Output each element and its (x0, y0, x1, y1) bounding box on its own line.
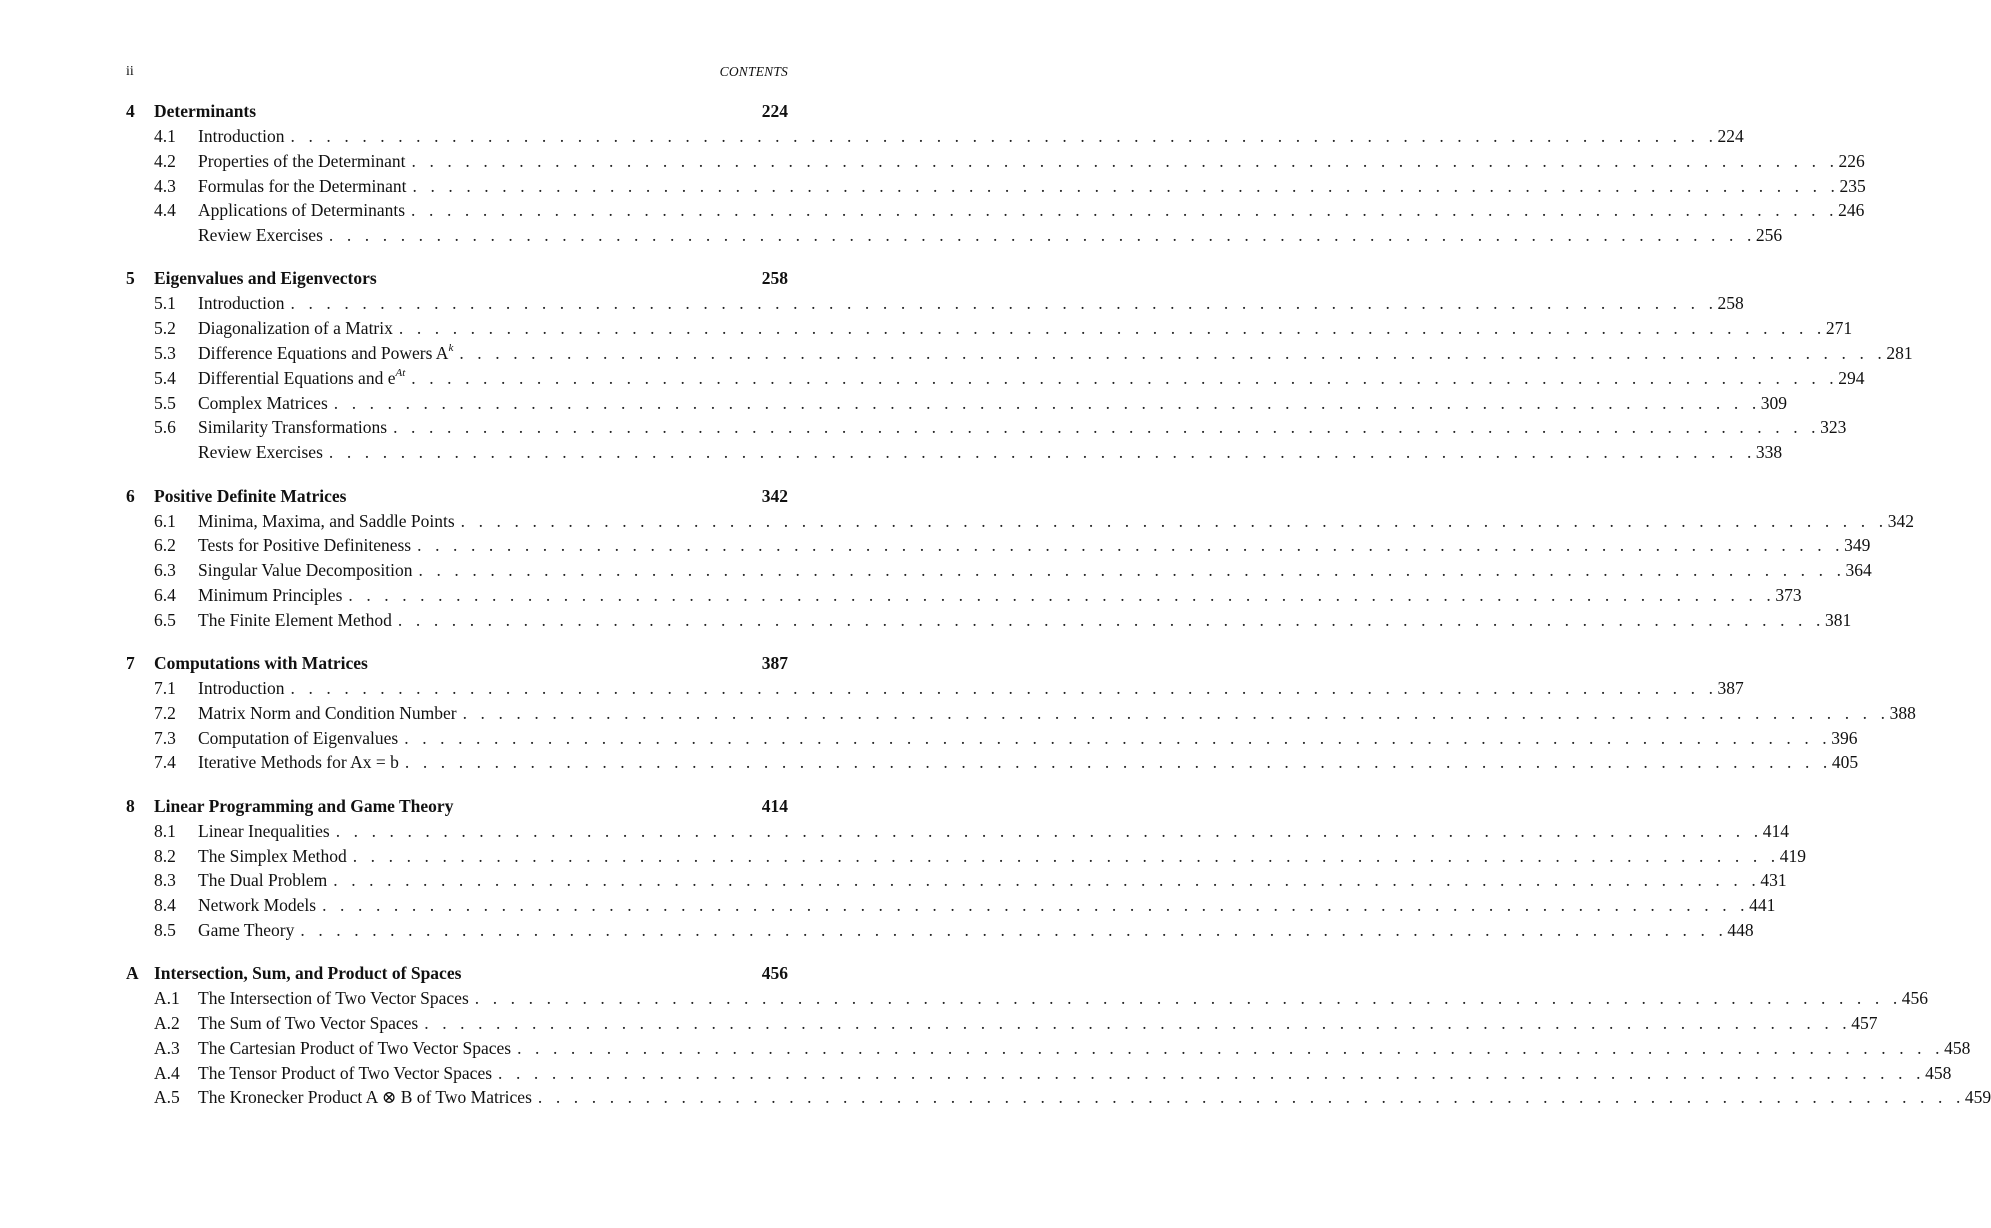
section-title-text: Matrix Norm and Condition Number (198, 702, 457, 723)
chapter-number: 7 (126, 653, 135, 674)
dot-leader: . . . . . . . . . . . . . . . . . . . . . . . . . . . . . . . . . . . . . . . . . . . . . . . . . . . . . . . . . . . . . . . . . . . . . . . . . . . . . . . . (411, 200, 1839, 221)
dot-leader: . . . . . . . . . . . . . . . . . . . . . . . . . . . . . . . . . . . . . . . . . . . . . . . . . . . . . . . . . . . . . . . . . . . . . . . . . . . . . . . . (404, 752, 1832, 773)
section-title (198, 533, 417, 558)
section-page: 373 (1775, 584, 1802, 605)
chapter-heading[interactable] (126, 651, 788, 676)
chapter-page: 258 (761, 268, 788, 289)
toc-entry[interactable] (126, 440, 1783, 465)
section-page: 448 (1727, 919, 1754, 940)
toc-entry[interactable] (126, 558, 1872, 583)
section-number: 5.6 (154, 417, 176, 438)
section-title-text: The Dual Problem (198, 870, 328, 891)
section-title (198, 583, 348, 608)
dot-leader: . . . . . . . . . . . . . . . . . . . . . . . . . . . . . . . . . . . . . . . . . . . . . . . . . . . . . . . . . . . . . . . . . . . . . . . . . . . . . . . . (411, 150, 1839, 171)
dot-leader: . . . . . . . . . . . . . . . . . . . . . . . . . . . . . . . . . . . . . . . . . . . . . . . . . . . . . . . . . . . . . . . . . . . . . . . . . . . . . . . . (460, 510, 1888, 531)
dot-leader: . . . . . . . . . . . . . . . . . . . . . . . . . . . . . . . . . . . . . . . . . . . . . . . . . . . . . . . . . . . . . . . . . . . . . . . . . . . . . . . . (335, 820, 1763, 841)
section-title-text: Singular Value Decomposition (198, 560, 413, 581)
dot-leader: . . . . . . . . . . . . . . . . . . . . . . . . . . . . . . . . . . . . . . . . . . . . . . . . . . . . . . . . . . . . . . . . . . . . . . . . . . . . . . . . (424, 1013, 1852, 1034)
running-title: CONTENTS (719, 64, 788, 79)
toc-entry[interactable] (126, 676, 1744, 701)
section-page: 281 (1886, 343, 1913, 364)
chapter-number: A (126, 963, 139, 984)
chapter-number: 5 (126, 268, 135, 289)
toc-entry[interactable] (126, 844, 1807, 869)
chapter-title: Eigenvalues and Eigenvectors (154, 268, 377, 289)
toc-chapter (126, 961, 1991, 1110)
toc-chapter (126, 651, 1916, 775)
section-page: 381 (1824, 609, 1852, 630)
section-number: 5.5 (154, 392, 176, 413)
section-number: 4.3 (154, 175, 176, 196)
chapter-title: Linear Programming and Game Theory (154, 795, 454, 816)
section-title-text: Iterative Methods for Ax = b (198, 752, 399, 773)
section-title (198, 149, 412, 174)
section-number: 8.2 (154, 845, 176, 866)
dot-leader: . . . . . . . . . . . . . . . . . . . . . . . . . . . . . . . . . . . . . . . . . . . . . . . . . . . . . . . . . . . . . . . . . . . . . . . . . . . . . . . . (322, 895, 1750, 916)
section-title-text: Review Exercises (198, 225, 323, 246)
section-number: 6.3 (154, 560, 176, 581)
toc-chapter (126, 794, 1807, 943)
toc-entry[interactable] (126, 1085, 1991, 1110)
toc-chapter (126, 99, 1866, 248)
dot-leader: . . . . . . . . . . . . . . . . . . . . . . . . . . . . . . . . . . . . . . . . . . . . . . . . . . . . . . . . . . . . . . . . . . . . . . . . . . . . . . . . (328, 225, 1756, 246)
dot-leader: . . . . . . . . . . . . . . . . . . . . . . . . . . . . . . . . . . . . . . . . . . . . . . . . . . . . . . . . . . . . . . . . . . . . . . . . . . . . . . . . (474, 988, 1902, 1009)
section-title-text: Introduction (198, 293, 285, 314)
toc-entry[interactable] (126, 986, 1929, 1011)
section-number: 5.3 (154, 343, 176, 364)
section-title (198, 676, 291, 701)
dot-leader: . . . . . . . . . . . . . . . . . . . . . . . . . . . . . . . . . . . . . . . . . . . . . . . . . . . . . . . . . . . . . . . . . . . . . . . . . . . . . . . . (418, 560, 1846, 581)
section-page: 457 (1851, 1013, 1878, 1034)
section-title-text: Linear Inequalities (198, 820, 330, 841)
section-page: 419 (1779, 845, 1807, 866)
section-number: 5.4 (154, 367, 176, 388)
section-title (198, 223, 329, 248)
section-number: 5.2 (154, 318, 176, 339)
section-page: 256 (1755, 225, 1783, 246)
toc-entry[interactable] (126, 819, 1789, 844)
section-title-text: The Simplex Method (198, 845, 347, 866)
section-page: 405 (1831, 752, 1859, 773)
section-title (198, 174, 413, 199)
section-page: 414 (1762, 820, 1789, 841)
section-title-text: Complex Matrices (198, 392, 328, 413)
section-title (198, 1085, 538, 1110)
dot-leader: . . . . . . . . . . . . . . . . . . . . . . . . . . . . . . . . . . . . . . . . . . . . . . . . . . . . . . . . . . . . . . . . . . . . . . . . . . . . . . . . (537, 1087, 1965, 1108)
section-page: 235 (1839, 175, 1866, 196)
section-page: 323 (1820, 417, 1847, 438)
section-page: 258 (1717, 293, 1744, 314)
chapter-heading[interactable] (126, 961, 788, 986)
section-page: 458 (1944, 1037, 1971, 1058)
section-page: 294 (1838, 367, 1865, 388)
dot-leader: . . . . . . . . . . . . . . . . . . . . . . . . . . . . . . . . . . . . . . . . . . . . . . . . . . . . . . . . . . . . . . . . . . . . . . . . . . . . . . . . (333, 870, 1761, 891)
page-number: ii (126, 64, 134, 79)
section-title-text: The Finite Element Method (198, 609, 392, 630)
dot-leader: . . . . . . . . . . . . . . . . . . . . . . . . . . . . . . . . . . . . . . . . . . . . . . . . . . . . . . . . . . . . . . . . . . . . . . . . . . . . . . . . (348, 584, 1776, 605)
toc-entry[interactable] (126, 1061, 1952, 1086)
section-number: 8.4 (154, 895, 176, 916)
toc-entry[interactable] (126, 533, 1871, 558)
section-title (198, 198, 411, 223)
chapter-page: 342 (761, 485, 788, 506)
toc-entry[interactable] (126, 701, 1916, 726)
section-number: A.4 (154, 1062, 180, 1083)
section-number: 7.4 (154, 752, 176, 773)
toc-entry[interactable] (126, 124, 1744, 149)
section-title-text: Tests for Positive Definiteness (198, 535, 412, 556)
section-title (198, 1036, 517, 1061)
toc-chapter (126, 266, 1913, 465)
section-title (198, 701, 463, 726)
running-head (126, 64, 788, 80)
dot-leader: . . . . . . . . . . . . . . . . . . . . . . . . . . . . . . . . . . . . . . . . . . . . . . . . . . . . . . . . . . . . . . . . . . . . . . . . . . . . . . . . (398, 318, 1826, 339)
dot-leader: . . . . . . . . . . . . . . . . . . . . . . . . . . . . . . . . . . . . . . . . . . . . . . . . . . . . . . . . . . . . . . . . . . . . . . . . . . . . . . . . (417, 535, 1845, 556)
section-title-text: Minimum Principles (198, 584, 343, 605)
section-number: 6.2 (154, 535, 176, 556)
section-number: 6.1 (154, 510, 176, 531)
section-number: 8.5 (154, 919, 176, 940)
section-title (198, 750, 405, 775)
chapter-page: 456 (761, 963, 788, 984)
dot-leader: . . . . . . . . . . . . . . . . . . . . . . . . . . . . . . . . . . . . . . . . . . . . . . . . . . . . . . . . . . . . . . . . . . . . . . . . . . . . . . . . (517, 1037, 1945, 1058)
chapter-heading[interactable] (126, 99, 788, 124)
section-title (198, 918, 300, 943)
section-page: 338 (1755, 442, 1783, 463)
section-page: 224 (1717, 126, 1744, 146)
chapter-title: Computations with Matrices (154, 653, 368, 674)
chapter-number: 6 (126, 485, 135, 506)
section-title (198, 608, 398, 633)
section-title (198, 415, 393, 440)
toc-entry[interactable] (126, 893, 1776, 918)
toc-entry[interactable] (126, 509, 1914, 534)
section-page: 388 (1889, 702, 1916, 723)
section-page: 349 (1844, 535, 1871, 556)
chapter-page: 414 (761, 795, 788, 816)
section-title (198, 366, 411, 391)
section-title (198, 509, 461, 534)
section-page: 342 (1887, 510, 1914, 531)
toc-entry[interactable] (126, 149, 1865, 174)
toc-entry[interactable] (126, 316, 1853, 341)
section-number: A.1 (154, 988, 180, 1009)
section-number: 4.4 (154, 200, 176, 221)
section-number: A.3 (154, 1037, 180, 1058)
toc-entry[interactable] (126, 391, 1788, 416)
toc-entry[interactable] (126, 366, 1865, 391)
chapter-title: Positive Definite Matrices (154, 485, 347, 506)
toc-entry[interactable] (126, 1036, 1971, 1061)
section-title-text: Difference Equations and Powers A (198, 343, 449, 364)
section-number: A.2 (154, 1013, 180, 1034)
toc-chapter (126, 484, 1914, 633)
section-title (198, 341, 459, 366)
toc-entry[interactable] (126, 750, 1859, 775)
section-title (198, 986, 475, 1011)
toc-entry[interactable] (126, 918, 1754, 943)
section-number: 8.3 (154, 870, 176, 891)
toc-entry[interactable] (126, 583, 1802, 608)
section-number: 7.3 (154, 727, 176, 748)
section-title (198, 844, 353, 869)
section-title (198, 291, 291, 316)
section-page: 396 (1831, 727, 1858, 748)
section-title-text: Introduction (198, 126, 285, 146)
section-title-text: Game Theory (198, 919, 295, 940)
toc-entry[interactable] (126, 174, 1866, 199)
section-number: A.5 (154, 1087, 180, 1108)
chapter-number: 8 (126, 795, 135, 816)
section-title-text: Formulas for the Determinant (198, 175, 407, 196)
toc-entry[interactable] (126, 341, 1913, 366)
section-number: 4.2 (154, 150, 176, 171)
section-number: 7.2 (154, 702, 176, 723)
dot-leader: . . . . . . . . . . . . . . . . . . . . . . . . . . . . . . . . . . . . . . . . . . . . . . . . . . . . . . . . . . . . . . . . . . . . . . . . . . . . . . . . (290, 126, 1718, 146)
section-title (198, 1011, 424, 1036)
section-page: 309 (1760, 392, 1788, 413)
section-title (198, 558, 419, 583)
dot-leader: . . . . . . . . . . . . . . . . . . . . . . . . . . . . . . . . . . . . . . . . . . . . . . . . . . . . . . . . . . . . . . . . . . . . . . . . . . . . . . . . (411, 367, 1839, 388)
chapter-heading[interactable] (126, 484, 788, 509)
section-title-text: The Cartesian Product of Two Vector Spaces (198, 1037, 512, 1058)
section-page: 246 (1838, 200, 1865, 221)
toc-entry[interactable] (126, 198, 1865, 223)
chapter-title: Intersection, Sum, and Product of Spaces (154, 963, 462, 984)
section-title (198, 868, 333, 893)
chapter-heading[interactable] (126, 266, 788, 291)
section-title-text: Diagonalization of a Matrix (198, 318, 393, 339)
toc-entry[interactable] (126, 415, 1847, 440)
section-number: 6.4 (154, 584, 176, 605)
section-title-text: Computation of Eigenvalues (198, 727, 399, 748)
section-page: 387 (1717, 678, 1744, 699)
section-title-text: Introduction (198, 678, 285, 699)
dot-leader: . . . . . . . . . . . . . . . . . . . . . . . . . . . . . . . . . . . . . . . . . . . . . . . . . . . . . . . . . . . . . . . . . . . . . . . . . . . . . . . . (333, 392, 1761, 413)
section-page: 458 (1925, 1062, 1952, 1083)
section-title-text: The Kronecker Product A ⊗ B of Two Matrices (198, 1087, 532, 1108)
section-number: 8.1 (154, 820, 176, 841)
section-title (198, 391, 334, 416)
dot-leader: . . . . . . . . . . . . . . . . . . . . . . . . . . . . . . . . . . . . . . . . . . . . . . . . . . . . . . . . . . . . . . . . . . . . . . . . . . . . . . . . (300, 919, 1728, 940)
section-page: 271 (1825, 318, 1853, 339)
section-title-text: Network Models (198, 895, 317, 916)
section-title-text: The Sum of Two Vector Spaces (198, 1013, 419, 1034)
section-title-text: Differential Equations and e (198, 367, 396, 388)
section-title (198, 1061, 498, 1086)
section-number: 4.1 (154, 126, 176, 146)
dot-leader: . . . . . . . . . . . . . . . . . . . . . . . . . . . . . . . . . . . . . . . . . . . . . . . . . . . . . . . . . . . . . . . . . . . . . . . . . . . . . . . . (498, 1062, 1926, 1083)
section-page: 364 (1845, 560, 1872, 581)
section-title (198, 440, 329, 465)
dot-leader: . . . . . . . . . . . . . . . . . . . . . . . . . . . . . . . . . . . . . . . . . . . . . . . . . . . . . . . . . . . . . . . . . . . . . . . . . . . . . . . . (290, 293, 1718, 314)
section-page: 459 (1964, 1087, 1991, 1108)
dot-leader: . . . . . . . . . . . . . . . . . . . . . . . . . . . . . . . . . . . . . . . . . . . . . . . . . . . . . . . . . . . . . . . . . . . . . . . . . . . . . . . . (462, 702, 1890, 723)
section-page: 226 (1838, 150, 1865, 171)
section-title-text: The Tensor Product of Two Vector Spaces (198, 1062, 493, 1083)
toc-entry[interactable] (126, 1011, 1878, 1036)
dot-leader: . . . . . . . . . . . . . . . . . . . . . . . . . . . . . . . . . . . . . . . . . . . . . . . . . . . . . . . . . . . . . . . . . . . . . . . . . . . . . . . . (404, 727, 1832, 748)
chapter-title: Determinants (154, 101, 257, 121)
chapter-heading[interactable] (126, 794, 788, 819)
superscript: At (395, 367, 406, 380)
chapter-page: 387 (761, 653, 788, 674)
section-page: 431 (1760, 870, 1787, 891)
toc-entry[interactable] (126, 291, 1744, 316)
section-title (198, 316, 399, 341)
dot-leader: . . . . . . . . . . . . . . . . . . . . . . . . . . . . . . . . . . . . . . . . . . . . . . . . . . . . . . . . . . . . . . . . . . . . . . . . . . . . . . . . (459, 343, 1887, 364)
toc-entry[interactable] (126, 726, 1858, 751)
section-title (198, 124, 291, 149)
dot-leader: . . . . . . . . . . . . . . . . . . . . . . . . . . . . . . . . . . . . . . . . . . . . . . . . . . . . . . . . . . . . . . . . . . . . . . . . . . . . . . . . (412, 175, 1840, 196)
section-page: 456 (1901, 988, 1929, 1009)
table-of-contents (126, 99, 1991, 1129)
superscript: k (448, 342, 454, 355)
section-title-text: The Intersection of Two Vector Spaces (198, 988, 469, 1009)
section-number: 6.5 (154, 609, 176, 630)
chapter-number: 4 (126, 101, 135, 121)
section-title-text: Review Exercises (198, 442, 323, 463)
section-title (198, 893, 322, 918)
dot-leader: . . . . . . . . . . . . . . . . . . . . . . . . . . . . . . . . . . . . . . . . . . . . . . . . . . . . . . . . . . . . . . . . . . . . . . . . . . . . . . . . (393, 417, 1821, 438)
section-title-text: Similarity Transformations (198, 417, 388, 438)
dot-leader: . . . . . . . . . . . . . . . . . . . . . . . . . . . . . . . . . . . . . . . . . . . . . . . . . . . . . . . . . . . . . . . . . . . . . . . . . . . . . . . . (352, 845, 1780, 866)
dot-leader: . . . . . . . . . . . . . . . . . . . . . . . . . . . . . . . . . . . . . . . . . . . . . . . . . . . . . . . . . . . . . . . . . . . . . . . . . . . . . . . . (328, 442, 1756, 463)
section-title-text: Applications of Determinants (198, 200, 406, 221)
toc-entry[interactable] (126, 608, 1852, 633)
section-title-text: Properties of the Determinant (198, 150, 406, 171)
dot-leader: . . . . . . . . . . . . . . . . . . . . . . . . . . . . . . . . . . . . . . . . . . . . . . . . . . . . . . . . . . . . . . . . . . . . . . . . . . . . . . . . (290, 678, 1718, 699)
toc-entry[interactable] (126, 223, 1783, 248)
section-number: 7.1 (154, 678, 176, 699)
toc-entry[interactable] (126, 868, 1787, 893)
section-number: 5.1 (154, 293, 176, 314)
chapter-page: 224 (761, 101, 788, 121)
section-title (198, 726, 404, 751)
section-title (198, 819, 336, 844)
section-title-text: Minima, Maxima, and Saddle Points (198, 510, 455, 531)
section-page: 441 (1749, 895, 1776, 916)
dot-leader: . . . . . . . . . . . . . . . . . . . . . . . . . . . . . . . . . . . . . . . . . . . . . . . . . . . . . . . . . . . . . . . . . . . . . . . . . . . . . . . . (397, 609, 1825, 630)
